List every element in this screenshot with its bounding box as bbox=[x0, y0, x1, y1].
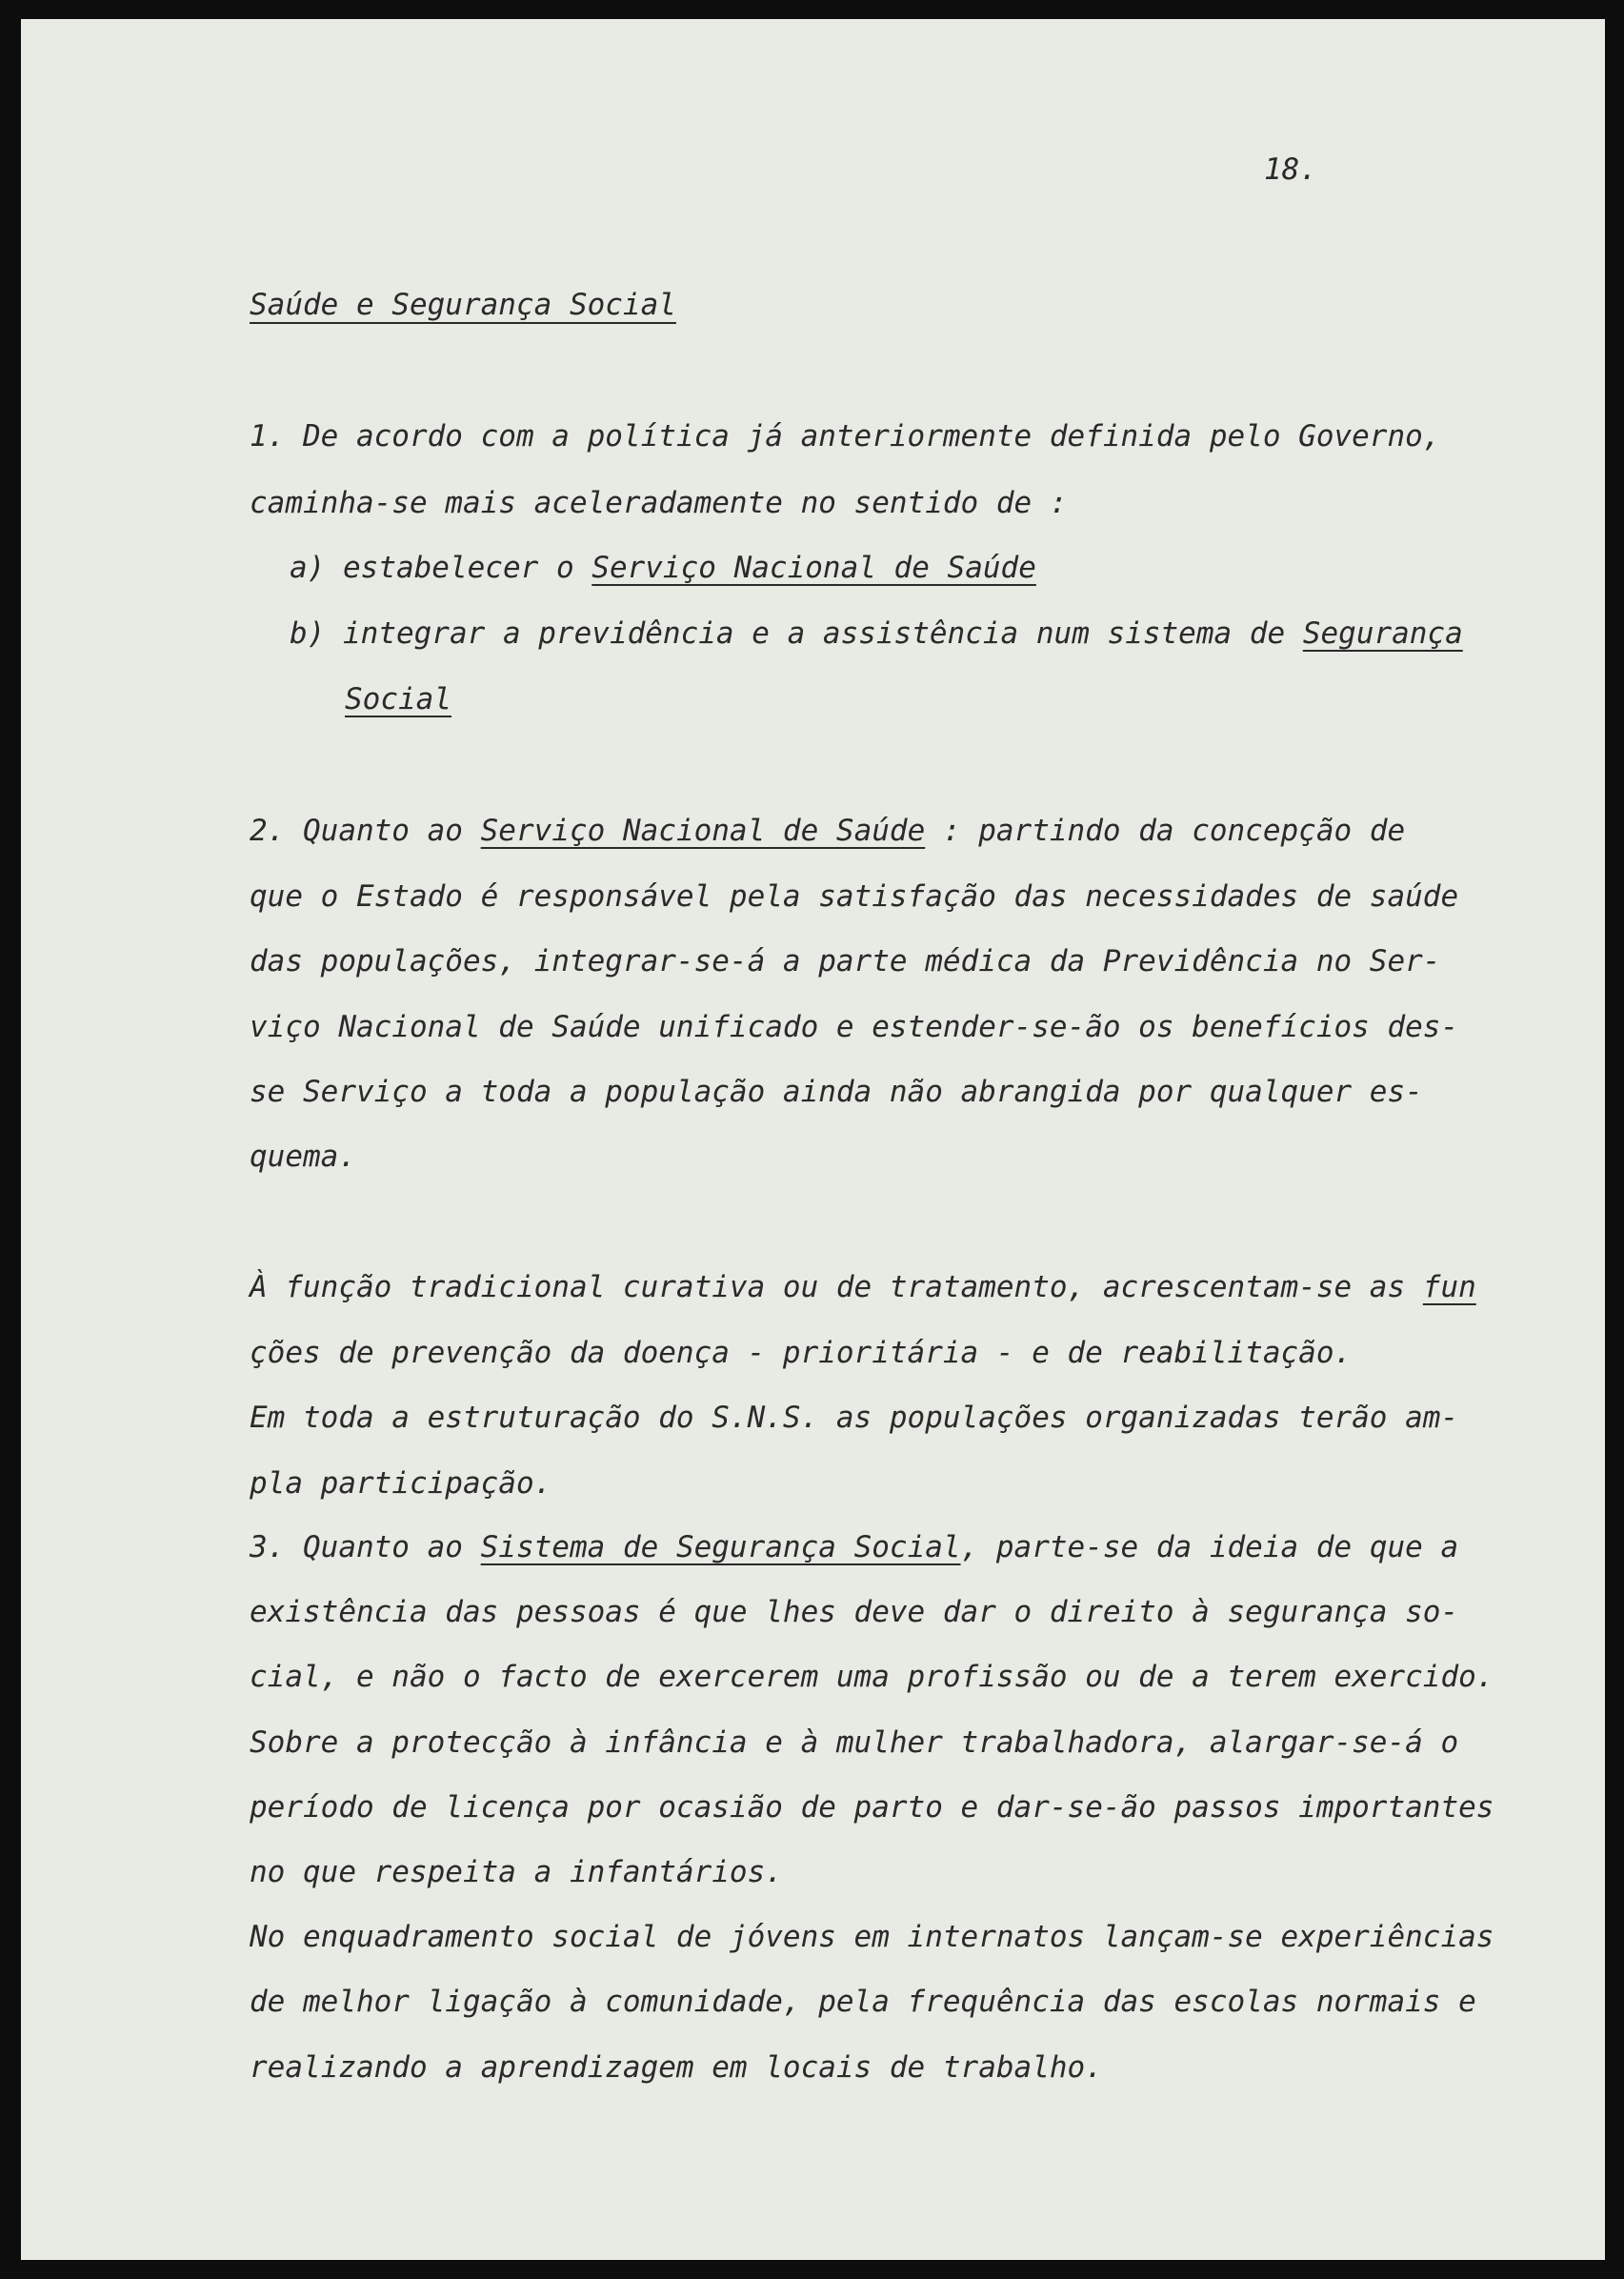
section-2-line-3: das populações, integrar-se-á a parte médica da Previdência no Ser- bbox=[250, 944, 1441, 978]
section-3-suffix: , parte-se da ideia de que a bbox=[960, 1530, 1459, 1564]
section-3-line-5: período de licença por ocasião de parto e dar-se-ão passos importantes bbox=[250, 1790, 1494, 1825]
section-1-line-2: caminha-se mais aceleradamente no sentido de : bbox=[250, 486, 1068, 520]
section-2-line-2: que o Estado é responsável pela satisfação das necessidades de saúde bbox=[250, 879, 1459, 914]
section-2-line-5: se Serviço a toda a população ainda não abrangida por qualquer es- bbox=[250, 1075, 1423, 1109]
section-3-prefix: 3. Quanto ao bbox=[250, 1530, 481, 1564]
list-item-a bbox=[290, 549, 1036, 587]
section-3-line-6: no que respeita a infantários. bbox=[250, 1855, 783, 1889]
paragraph-3-line-2: ções de prevenção da doença - prioritária - e de reabilitação. bbox=[250, 1336, 1353, 1370]
section-3-line-4: Sobre a protecção à infância e à mulher trabalhadora, alargar-se-á o bbox=[250, 1725, 1459, 1760]
paragraph-4-line-2: de melhor ligação à comunidade, pela frequência das escolas normais e bbox=[250, 1985, 1476, 2019]
list-item-a-text: a) estabelecer o bbox=[290, 551, 592, 585]
section-2-line-4: viço Nacional de Saúde unificado e estender-se-ão os benefícios des- bbox=[250, 1010, 1459, 1044]
paragraph-3-line-1 bbox=[250, 1268, 1476, 1306]
paragraph-3-text: À função tradicional curativa ou de tratamento, acrescentam-se as bbox=[250, 1270, 1423, 1304]
document-page bbox=[21, 19, 1605, 2260]
list-item-b-continuation: Social bbox=[345, 682, 451, 716]
section-2-underlined: Serviço Nacional de Saúde bbox=[480, 814, 926, 848]
list-item-b-text: b) integrar a previdência e a assistência num sistema de bbox=[290, 616, 1303, 651]
page-number: 18. bbox=[1264, 152, 1317, 187]
section-2-line-6: quema. bbox=[250, 1140, 356, 1174]
list-item-a-underlined: Serviço Nacional de Saúde bbox=[591, 551, 1036, 585]
paragraph-3-underlined: fun bbox=[1422, 1270, 1476, 1304]
paragraph-4-line-1: No enquadramento social de jóvens em internatos lançam-se experiências bbox=[250, 1920, 1494, 1954]
section-2-prefix: 2. Quanto ao bbox=[250, 814, 481, 848]
section-1-line-1: 1. De acordo com a política já anteriormente definida pelo Governo, bbox=[250, 419, 1441, 454]
paragraph-4-line-3: realizando a aprendizagem em locais de trabalho. bbox=[250, 2050, 1103, 2085]
section-2-suffix: : partindo da concepção de bbox=[925, 814, 1406, 848]
section-3-line-2: existência das pessoas é que lhes deve dar o direito à segurança so- bbox=[250, 1595, 1459, 1629]
paragraph-3-line-3: Em toda a estruturação do S.N.S. as populações organizadas terão am- bbox=[250, 1401, 1459, 1435]
section-3-line-3: cial, e não o facto de exercerem uma profissão ou de a terem exercido. bbox=[250, 1660, 1494, 1694]
section-3-line-1 bbox=[250, 1528, 1458, 1566]
page-title: Saúde e Segurança Social bbox=[250, 288, 676, 322]
section-2-line-1 bbox=[250, 812, 1405, 850]
paragraph-3-line-4: pla participação. bbox=[250, 1466, 552, 1501]
list-item-b-underlined: Segurança bbox=[1302, 616, 1463, 651]
list-item-b bbox=[290, 615, 1463, 653]
section-3-underlined: Sistema de Segurança Social bbox=[480, 1530, 961, 1564]
